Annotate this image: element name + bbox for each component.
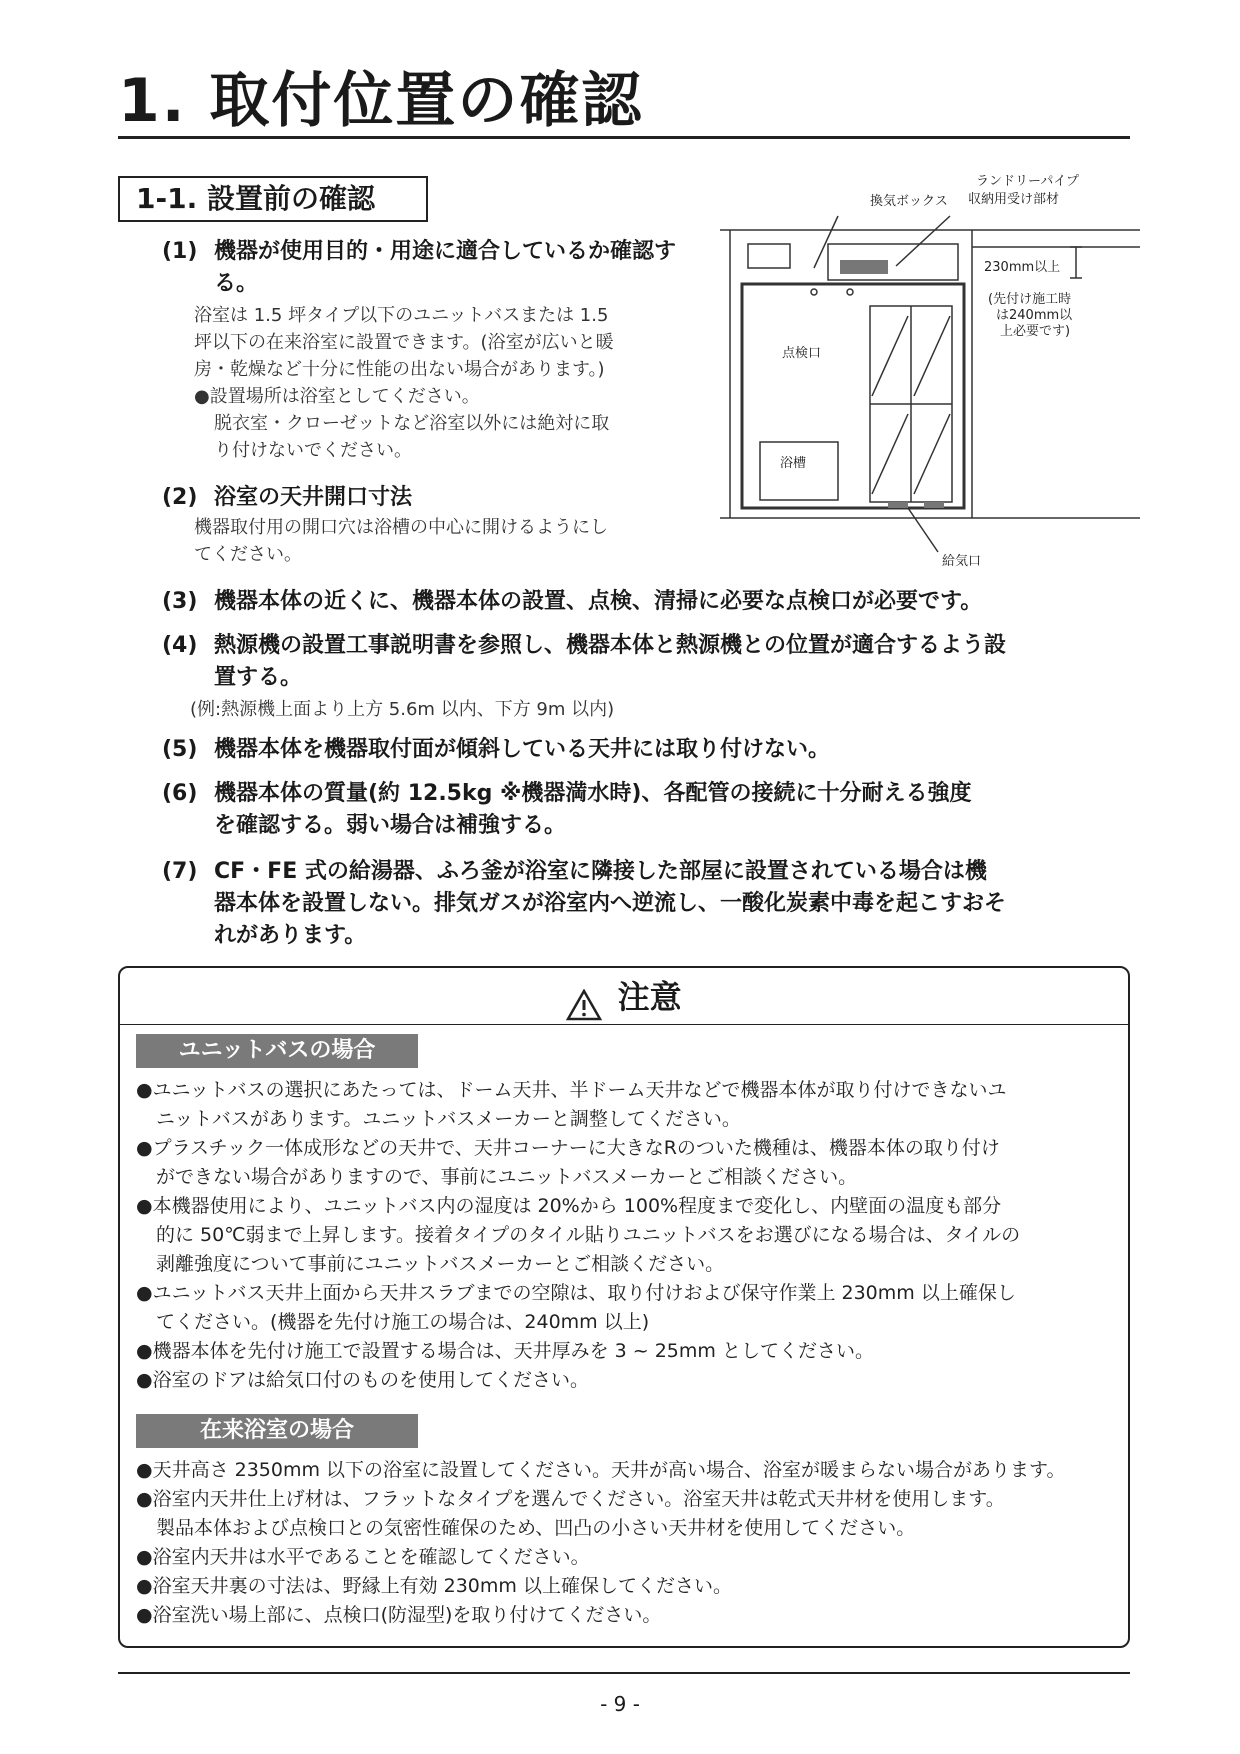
footer-rule bbox=[118, 1672, 1130, 1674]
bullet-icon: ● bbox=[136, 1340, 153, 1362]
bullet-icon: ● bbox=[136, 1079, 153, 1101]
bullet-icon: ● bbox=[136, 1195, 153, 1217]
caution-line bbox=[136, 1572, 1120, 1601]
caution-line-text: 天井高さ 2350mm 以下の浴室に設置してください。天井が高い場合、浴室が暖まらない場合があります。 bbox=[152, 1459, 1066, 1481]
caution-line-text: ユニットバス天井上面から天井スラブまでの空隙は、取り付けおよび保守作業上 230mm 以上確保し bbox=[152, 1282, 1016, 1304]
caution-line-text: 浴室洗い場上部に、点検口(防湿型)を取り付けてください。 bbox=[152, 1604, 662, 1626]
label-bathtub: 浴槽 bbox=[780, 456, 807, 471]
bullet-icon: ● bbox=[136, 1369, 153, 1391]
caution-line bbox=[136, 1163, 1120, 1192]
caution-line-text: 機器本体を先付け施工で設置する場合は、天井厚みを 3 ~ 25mm としてください。 bbox=[152, 1340, 874, 1362]
caution-divider bbox=[120, 1024, 1128, 1025]
caution-line bbox=[136, 1543, 1120, 1572]
warning-icon bbox=[566, 981, 602, 1013]
caution-line bbox=[136, 1485, 1120, 1514]
caution-line bbox=[136, 1456, 1120, 1485]
label-clearance-note: (先付け施工時 bbox=[988, 292, 1072, 307]
caution-title: 注意 bbox=[617, 978, 682, 1016]
unit-bath-list bbox=[136, 1076, 1120, 1395]
item-6-number: (6) bbox=[162, 781, 198, 806]
caution-line bbox=[136, 1076, 1120, 1105]
section-title: 1-1. 設置前の確認 bbox=[118, 176, 428, 222]
item-3 bbox=[162, 586, 1130, 618]
caution-line-text: ニットバスがあります。ユニットバスメーカーと調整してください。 bbox=[156, 1108, 741, 1130]
bullet-icon: ● bbox=[136, 1282, 153, 1304]
caution-line bbox=[136, 1250, 1120, 1279]
caution-line bbox=[136, 1279, 1120, 1308]
caution-line-text: てください。(機器を先付け施工の場合は、240mm 以上) bbox=[156, 1311, 650, 1333]
caution-line-text: プラスチック一体成形などの天井で、天井コーナーに大きなRのついた機種は、機器本体の取り付け bbox=[152, 1137, 1000, 1159]
caution-line bbox=[136, 1366, 1120, 1395]
label-clearance-note: 上必要です) bbox=[1000, 324, 1071, 339]
item-7-number: (7) bbox=[162, 859, 198, 884]
item-1 bbox=[162, 236, 702, 464]
item-1-bullet: ● 設置場所は浴室としてください。 bbox=[194, 383, 702, 410]
unit-bath-tag: ユニットバスの場合 bbox=[136, 1034, 418, 1068]
caution-heading bbox=[118, 966, 1130, 1024]
caution-line-text: 剥離強度について事前にユニットバスメーカーとご相談ください。 bbox=[156, 1253, 725, 1275]
item-4-note: (例:熱源機上面より上方 5.6m 以内、下方 9m 以内) bbox=[190, 699, 615, 720]
label-clearance: 230mm以上 bbox=[984, 260, 1061, 275]
item-1-number: (1) bbox=[162, 239, 198, 264]
item-7-heading-line: れがあります。 bbox=[214, 923, 367, 948]
caution-line bbox=[136, 1105, 1120, 1134]
caution-line-text: 浴室のドアは給気口付のものを使用してください。 bbox=[152, 1369, 590, 1391]
item-3-heading: 機器本体の近くに、機器本体の設置、点検、清掃に必要な点検口が必要です。 bbox=[214, 589, 983, 614]
caution-line-text: 本機器使用により、ユニットバス内の湿度は 20%から 100%程度まで変化し、内壁面の温度も部分 bbox=[152, 1195, 1002, 1217]
title-rule bbox=[118, 136, 1130, 139]
caution-line bbox=[136, 1601, 1120, 1630]
item-1-body-line: 房・乾燥など十分に性能の出ない場合があります。) bbox=[194, 359, 605, 380]
caution-line bbox=[136, 1337, 1120, 1366]
item-7-heading-line: 器本体を設置しない。排気ガスが浴室内へ逆流し、一酸化炭素中毒を起こすおそ bbox=[214, 891, 1007, 916]
bullet-icon: ● bbox=[136, 1575, 153, 1597]
caution-line-text: 製品本体および点検口との気密性確保のため、凹凸の小さい天井材を使用してください。 bbox=[156, 1517, 916, 1539]
caution-line bbox=[136, 1221, 1120, 1250]
caution-line bbox=[136, 1514, 1120, 1543]
caution-line-text: 浴室内天井仕上げ材は、フラットなタイプを選んでください。浴室天井は乾式天井材を使用します。 bbox=[152, 1488, 1005, 1510]
label-inspection-port: 点検口 bbox=[782, 346, 822, 361]
page-number: - 9 - bbox=[600, 1692, 640, 1716]
bullet-icon: ● bbox=[136, 1459, 153, 1481]
item-7-heading-line: CF・FE 式の給湯器、ふろ釜が浴室に隣接した部屋に設置されている場合は機 bbox=[214, 859, 987, 884]
label-vent-box: 換気ボックス bbox=[870, 194, 948, 209]
caution-line bbox=[136, 1134, 1120, 1163]
item-2 bbox=[162, 482, 702, 568]
conventional-bath-tag: 在来浴室の場合 bbox=[136, 1414, 418, 1448]
label-laundry-line: 収納用受け部材 bbox=[968, 192, 1060, 207]
item-1-bullet-body: 脱衣室・クローゼットなど浴室以外には絶対に取 bbox=[214, 413, 610, 434]
label-air-intake: 給気口 bbox=[942, 554, 982, 569]
item-2-number: (2) bbox=[162, 485, 198, 510]
item-6 bbox=[162, 778, 1130, 842]
bullet-icon: ● bbox=[136, 1488, 153, 1510]
item-6-heading-line: を確認する。弱い場合は補強する。 bbox=[214, 813, 567, 838]
item-5-number: (5) bbox=[162, 737, 198, 762]
item-4-heading-line: 熱源機の設置工事説明書を参照し、機器本体と熱源機との位置が適合するよう設 bbox=[214, 633, 1007, 658]
item-1-bullet-body: り付けないでください。 bbox=[214, 440, 412, 461]
conventional-bath-list bbox=[136, 1456, 1120, 1630]
bullet-icon: ● bbox=[136, 1604, 153, 1626]
bullet-icon: ● bbox=[136, 1546, 153, 1568]
installation-diagram bbox=[720, 172, 1140, 572]
caution-line-text: 浴室内天井は水平であることを確認してください。 bbox=[152, 1546, 590, 1568]
caution-line bbox=[136, 1308, 1120, 1337]
item-5-heading: 機器本体を機器取付面が傾斜している天井には取り付けない。 bbox=[214, 737, 831, 762]
item-7 bbox=[162, 856, 1130, 952]
caution-line-text: ユニットバスの選択にあたっては、ドーム天井、半ドーム天井などで機器本体が取り付けできないユ bbox=[152, 1079, 1007, 1101]
item-2-body-line: 機器取付用の開口穴は浴槽の中心に開けるようにし bbox=[194, 517, 608, 538]
caution-line-text: ができない場合がありますので、事前にユニットバスメーカーとご相談ください。 bbox=[156, 1166, 858, 1188]
label-clearance-note: は240mm以 bbox=[996, 308, 1073, 323]
item-2-heading: 浴室の天井開口寸法 bbox=[214, 485, 413, 510]
bullet-icon: ● bbox=[136, 1137, 153, 1159]
item-6-heading-line: 機器本体の質量(約 12.5kg ※機器満水時)、各配管の接続に十分耐える強度 bbox=[214, 781, 972, 806]
caution-line bbox=[136, 1192, 1120, 1221]
caution-line-text: 浴室天井裏の寸法は、野縁上有効 230mm 以上確保してください。 bbox=[152, 1575, 732, 1597]
caution-line-text: 的に 50℃弱まで上昇します。接着タイプのタイル貼りユニットバスをお選びになる場合は、タイルの bbox=[156, 1224, 1021, 1246]
item-1-body-line: 坪以下の在来浴室に設置できます。(浴室が広いと暖 bbox=[194, 332, 614, 353]
item-4 bbox=[162, 630, 1130, 694]
installation-diagram-svg bbox=[720, 172, 1140, 572]
item-1-heading: 機器が使用目的・用途に適合しているか確認する。 bbox=[214, 239, 677, 296]
label-laundry-line: ランドリーパイプ bbox=[976, 174, 1079, 189]
item-4-heading-line: 置する。 bbox=[214, 665, 303, 690]
item-1-body-line: 浴室は 1.5 坪タイプ以下のユニットバスまたは 1.5 bbox=[194, 305, 609, 326]
item-2-body-line: てください。 bbox=[194, 544, 302, 565]
page-title: 1. 取付位置の確認 bbox=[118, 66, 644, 136]
item-4-number: (4) bbox=[162, 633, 198, 658]
item-3-number: (3) bbox=[162, 589, 198, 614]
item-5 bbox=[162, 734, 1130, 766]
